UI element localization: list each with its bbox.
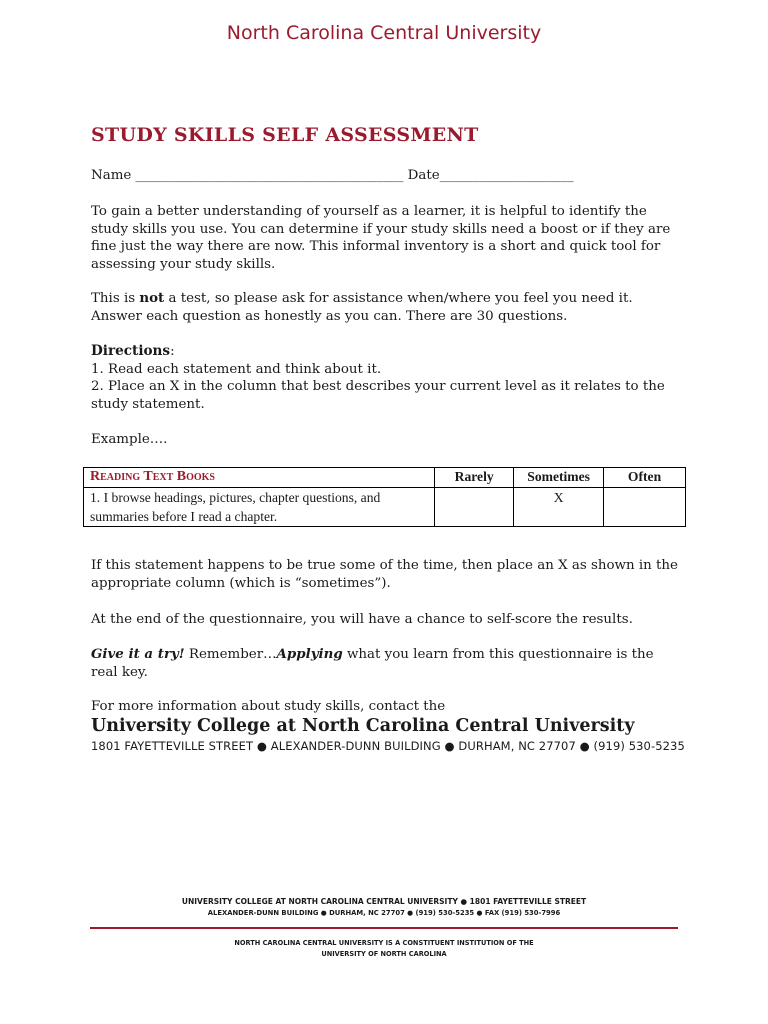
column-often: Often <box>604 468 686 488</box>
university-header: North Carolina Central University <box>226 22 542 44</box>
name-label: Name <box>91 168 136 183</box>
date-label: Date <box>403 168 440 183</box>
example-table <box>83 467 686 527</box>
applying-text: Applying <box>276 646 343 662</box>
column-rarely: Rarely <box>435 468 514 488</box>
directions-colon: : <box>170 344 175 359</box>
notice-before: This is <box>91 291 140 306</box>
footer-line-3: NORTH CAROLINA CENTRAL UNIVERSITY IS A CONSTITUENT INSTITUTION OF THE <box>234 939 534 947</box>
footer-line-1: UNIVERSITY COLLEGE AT NORTH CAROLINA CENTRAL UNIVERSITY ● 1801 FAYETTEVILLE STREET <box>181 897 587 906</box>
example-label: Example…. <box>91 432 168 447</box>
sometimes-cell[interactable]: X <box>514 488 604 527</box>
self-score-paragraph: At the end of the questionnaire, you will have a chance to self-score the results. <box>91 612 633 627</box>
page-title: STUDY SKILLS SELF ASSESSMENT <box>91 124 479 146</box>
table-row <box>84 488 686 527</box>
name-field[interactable]: ________________________________________ <box>135 168 404 183</box>
directions-block <box>91 343 681 413</box>
notice-after: a test, so please ask for assistance when/where you feel you need it. Answer each question as honestly as you can. There are 30 questions. <box>91 291 633 324</box>
footer-divider <box>90 927 678 929</box>
often-cell[interactable] <box>604 488 686 527</box>
explanation-paragraph: If this statement happens to be true some of the time, then place an X as shown in the appropriate column (which is “sometimes”). <box>91 558 678 591</box>
directions-heading: Directions <box>91 343 171 359</box>
rarely-cell[interactable] <box>435 488 514 527</box>
footer-line-4: UNIVERSITY OF NORTH CAROLINA <box>321 950 447 958</box>
statement-cell: 1. I browse headings, pictures, chapter questions, and summaries before I read a chapter. <box>84 488 435 527</box>
encouragement-rest: what you learn from this questionnaire is the real key. <box>91 647 654 680</box>
college-name: University College at North Carolina Central University <box>91 716 635 736</box>
intro-paragraph: To gain a better understanding of yourself as a learner, it is helpful to identify the study skills you use. You can determine if your study skills need a boost or if they are fine just the way there are now. This informal inventory is a short and quick tool for assessing your study skills. <box>91 204 671 272</box>
directions-step-2: 2. Place an X in the column that best describes your current level as it relates to the study statement. <box>91 379 665 412</box>
college-address: 1801 FAYETTEVILLE STREET ● ALEXANDER-DUNN BUILDING ● DURHAM, NC 27707 ● (919) 530-5235 <box>91 739 685 753</box>
remember-text: Remember… <box>184 647 277 662</box>
column-sometimes: Sometimes <box>514 468 604 488</box>
date-field[interactable]: ____________________ <box>439 168 574 183</box>
example-table-header <box>84 468 686 488</box>
category-header: Reading Text Books <box>84 468 435 488</box>
notice-paragraph <box>91 290 681 325</box>
encouragement-paragraph <box>91 646 681 681</box>
notice-emphasis: not <box>139 290 165 306</box>
give-it-a-try: Give it a try! <box>91 646 185 662</box>
footer-line-2: ALEXANDER-DUNN BUILDING ● DURHAM, NC 27707 ● (919) 530-5235 ● FAX (919) 530-7996 <box>207 909 561 917</box>
name-date-line <box>91 167 574 185</box>
directions-step-1: 1. Read each statement and think about it. <box>91 361 382 377</box>
contact-lead: For more information about study skills, contact the <box>91 699 446 714</box>
